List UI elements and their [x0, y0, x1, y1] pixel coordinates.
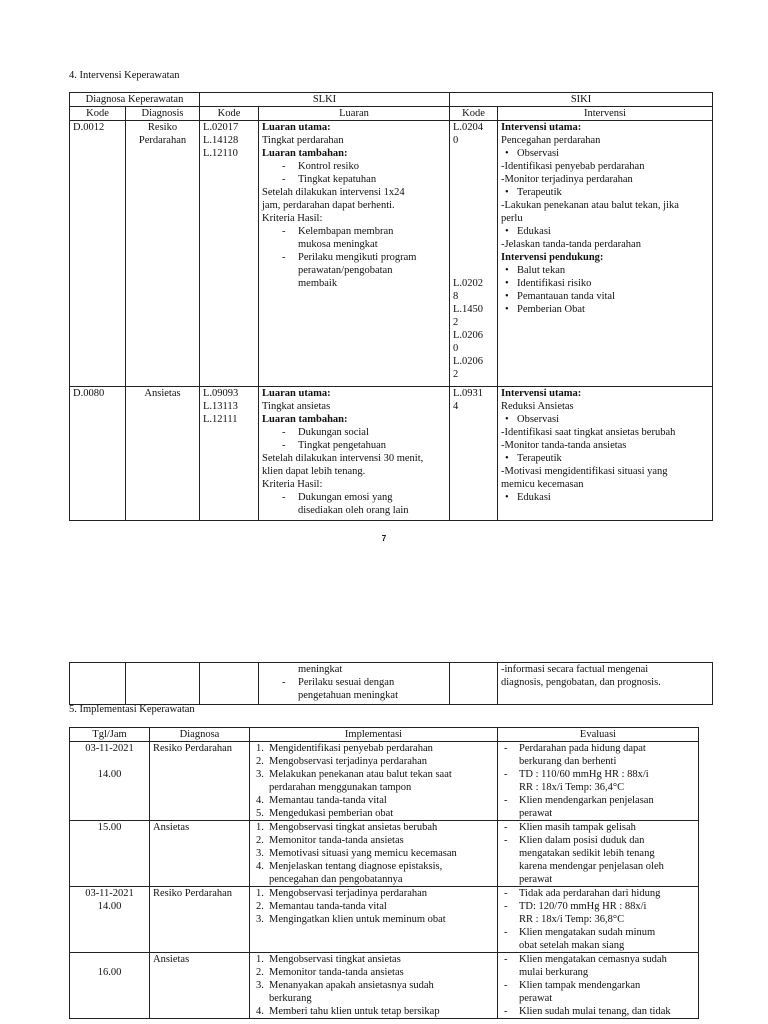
intervensi-cell: -informasi secara factual mengenai diagnosis, pengobatan, dan prognosis.	[498, 663, 713, 705]
header-intervensi: Intervensi	[498, 107, 713, 121]
table-row	[70, 742, 699, 821]
intervensi-table	[69, 92, 713, 521]
implementasi-cell: 1. Mengobservasi tingkat ansietas 2. Memonitor tanda-tanda ansietas 3. Menanyakan apakah ansietasnya sudah berkurang 4. Memberi tahu klien untuk tetap bersikap	[250, 953, 498, 1019]
table-subheader-row	[70, 107, 713, 121]
diagnosa-cell: Ansietas	[150, 953, 250, 1019]
header-diagnosis: Diagnosis	[126, 107, 200, 121]
implementasi-cell: 1. Mengobservasi tingkat ansietas berubah 2. Memonitor tanda-tanda ansietas 3. Memotivasi situasi yang memicu kecemasan 4. Menjelaskan tentang diagnose epistaksis, pencegahan dan pengobatannya	[250, 821, 498, 887]
table-row	[70, 887, 699, 953]
kriteria-item: - Perilaku mengikuti program perawatan/pengobatan membaik	[262, 251, 446, 290]
table-row	[70, 953, 699, 1019]
evaluasi-cell: - Klien mengatakan cemasnya sudah mulai berkurang - Klien tampak mendengarkan perawat - Klien sudah mulai tenang, dan tidak	[498, 953, 699, 1019]
header-slki: SLKI	[200, 93, 450, 107]
table-row	[70, 663, 713, 705]
header-implementasi: Implementasi	[250, 728, 498, 742]
table-row	[70, 121, 713, 387]
header-evaluasi: Evaluasi	[498, 728, 699, 742]
luaran-cell: Luaran utama: Tingkat perdarahan Luaran tambahan: - Kontrol resiko - Tingkat kepatuhan Setelah dilakukan intervensi 1x24 jam, perdarahan dapat berhenti. Kriteria Hasil: - Kelembapan membran mukosa meningkat - Perilaku mengikuti program perawatan/pengobatan membaik	[259, 121, 450, 387]
slki-codes: L.02017 L.14128 L.12110	[200, 121, 259, 387]
diagnosis-code: D.0080	[70, 387, 126, 521]
luaran-cell: Luaran utama: Tingkat ansietas Luaran tambahan: - Dukungan social - Tingkat pengetahuan Setelah dilakukan intervensi 30 menit, klien dapat lebih tenang. Kriteria Hasil: - Dukungan emosi yang disediakan oleh orang lain	[259, 387, 450, 521]
luaran-cell: meningkat - Perilaku sesuai dengan pengetahuan meningkat	[259, 663, 450, 705]
header-diagnosa-keperawatan: Diagnosa Keperawatan	[70, 93, 200, 107]
table-row	[70, 821, 699, 887]
header-kode-siki: Kode	[450, 107, 498, 121]
header-tgl-jam: Tgl/Jam	[70, 728, 150, 742]
siki-codes: L.0931 4	[450, 387, 498, 521]
kriteria-item: - Kelembapan membran mukosa meningkat	[262, 225, 446, 251]
header-luaran: Luaran	[259, 107, 450, 121]
siki-codes: L.0204 0 L.0202 8 L.1450 2 L.0206 0 L.0206 2	[450, 121, 498, 387]
kriteria-item: - Dukungan emosi yang disediakan oleh orang lain	[262, 491, 446, 517]
evaluasi-cell: - Tidak ada perdarahan dari hidung - TD: 120/70 mmHg HR : 88x/i RR : 18x/i Temp: 36,8°C - Klien mengatakan sudah minum obat setelah makan siang	[498, 887, 699, 953]
implementasi-cell: 1. Mengobservasi terjadinya perdarahan 2. Memantau tanda-tanda vital 3. Mengingatkan klien untuk meminum obat	[250, 887, 498, 953]
diagnosa-cell: Resiko Perdarahan	[150, 742, 250, 821]
diagnosis-code: D.0012	[70, 121, 126, 387]
diagnosa-cell: Resiko Perdarahan	[150, 887, 250, 953]
page-number: 7	[381, 534, 387, 543]
kriteria-item: - Perilaku sesuai dengan pengetahuan meningkat	[262, 676, 446, 702]
section4-heading: 4. Intervensi Keperawatan	[69, 70, 180, 81]
header-kode-slki: Kode	[200, 107, 259, 121]
diagnosis-name: Resiko Perdarahan	[126, 121, 200, 387]
intervensi-cell: Intervensi utama: Pencegahan perdarahan • Observasi -Identifikasi penyebab perdarahan -Monitor terjadinya perdarahan • Terapeutik -Lakukan penekanan atau balut tekan, jika perlu • Edukasi -Jelaskan tanda-tanda perdarahan Intervensi pendukung: • Balut tekan • Identifikasi risiko • Pemantauan tanda vital • Pemberian Obat	[498, 121, 713, 387]
implementasi-cell: 1. Mengidentifikasi penyebab perdarahan 2. Mengobservasi terjadinya perdarahan 3. Melakukan penekanan atau balut tekan saat perdarahan menggunakan tampon 4. Memantau tanda-tanda vital 5. Mengedukasi pemberian obat	[250, 742, 498, 821]
table-row	[70, 387, 713, 521]
header-kode: Kode	[70, 107, 126, 121]
date-time: 15.00	[70, 821, 150, 887]
evaluasi-cell: - Klien masih tampak gelisah - Klien dalam posisi duduk dan mengatakan sedikit lebih tenang karena mendengar penjelasan oleh perawat	[498, 821, 699, 887]
section5-heading: 5. Implementasi Keperawatan	[69, 704, 195, 715]
evaluasi-cell: - Perdarahan pada hidung dapat berkurang dan berhenti - TD : 110/60 mmHg HR : 88x/i RR : 18x/i Temp: 36,4°C - Klien mendengarkan penjelasan perawat	[498, 742, 699, 821]
table-header-row	[70, 93, 713, 107]
date-time: 16.00	[70, 953, 150, 1019]
slki-codes: L.09093 L.13113 L.12111	[200, 387, 259, 521]
diagnosis-name: Ansietas	[126, 387, 200, 521]
date-time: 03-11-2021 14.00	[70, 742, 150, 821]
implementasi-table	[69, 727, 699, 1019]
table-header-row	[70, 728, 699, 742]
header-siki: SIKI	[450, 93, 713, 107]
intervensi-table-continued	[69, 662, 713, 705]
header-diagnosa: Diagnosa	[150, 728, 250, 742]
date-time: 03-11-2021 14.00	[70, 887, 150, 953]
diagnosa-cell: Ansietas	[150, 821, 250, 887]
intervensi-cell: Intervensi utama: Reduksi Ansietas • Observasi -Identifikasi saat tingkat ansietas berubah -Monitor tanda-tanda ansietas • Terapeutik -Motivasi mengidentifikasi situasi yang memicu kecemasan • Edukasi	[498, 387, 713, 521]
